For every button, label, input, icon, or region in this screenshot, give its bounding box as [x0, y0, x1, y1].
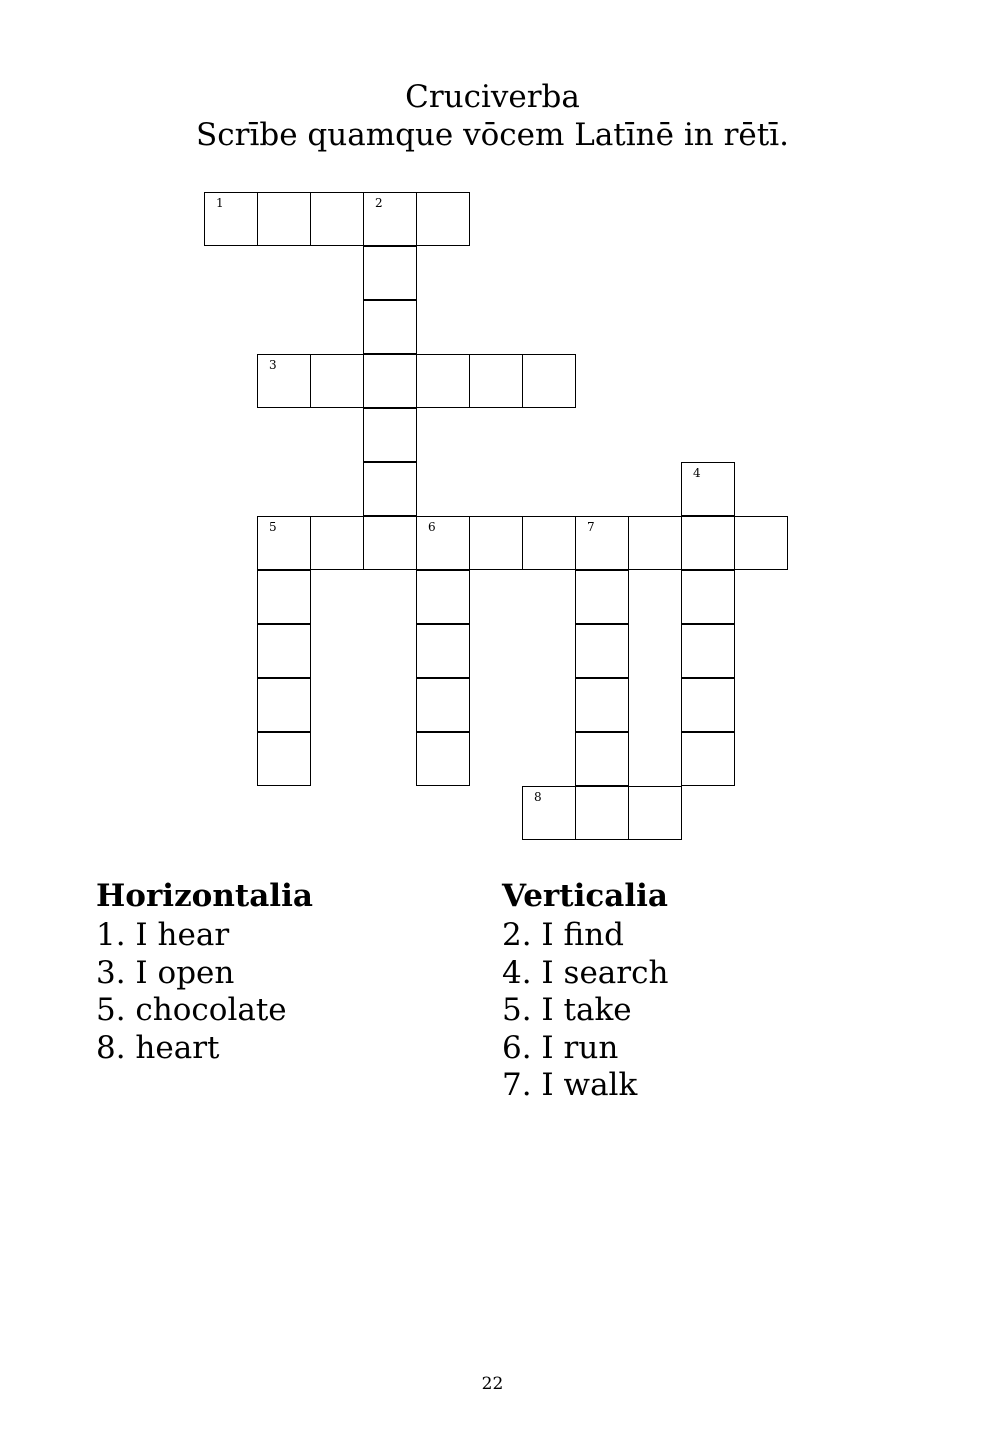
grid-cell[interactable] [681, 678, 735, 732]
grid-cell[interactable] [363, 192, 417, 246]
grid-cell[interactable] [363, 462, 417, 516]
grid-cell[interactable] [310, 192, 364, 246]
grid-cell[interactable] [575, 678, 629, 732]
grid-cell[interactable] [575, 732, 629, 786]
page-number: 22 [481, 1374, 504, 1394]
grid-cell[interactable] [416, 624, 470, 678]
grid-cell[interactable] [628, 786, 682, 840]
clue-number-6: 6 [428, 520, 436, 534]
grid-cell[interactable] [575, 570, 629, 624]
clue-number-5: 5 [269, 520, 277, 534]
clue-number-2: 2 [375, 196, 383, 210]
clue-down-2: 2. I find [502, 917, 625, 953]
grid-cell[interactable] [257, 192, 311, 246]
grid-cell[interactable] [416, 732, 470, 786]
clue-across-3: 3. I open [96, 954, 235, 991]
grid-cell[interactable] [469, 516, 523, 570]
clue-number-7: 7 [587, 520, 595, 534]
grid-cell[interactable] [257, 516, 311, 570]
clue-across-8: 8. heart [96, 1029, 220, 1066]
grid-cell[interactable] [204, 192, 258, 246]
grid-cell[interactable] [628, 516, 682, 570]
grid-cell[interactable] [681, 570, 735, 624]
instruction-text: Scrībe quamque vōcem Latīnē in rētī. [196, 117, 789, 153]
grid-cell[interactable] [257, 624, 311, 678]
clue-down-5: 5. I take [502, 992, 632, 1028]
grid-cell[interactable] [310, 354, 364, 408]
grid-cell[interactable] [681, 516, 735, 570]
clue-down-6: 6. I run [502, 1029, 619, 1066]
grid-cell[interactable] [734, 516, 788, 570]
grid-cell[interactable] [575, 624, 629, 678]
grid-cell[interactable] [522, 516, 576, 570]
grid-cell[interactable] [522, 354, 576, 408]
grid-cell[interactable] [681, 732, 735, 786]
clue-down-7: 7. I walk [502, 1067, 638, 1103]
grid-cell[interactable] [681, 624, 735, 678]
grid-cell[interactable] [257, 678, 311, 732]
grid-cell[interactable] [522, 786, 576, 840]
grid-cell[interactable] [310, 516, 364, 570]
grid-cell[interactable] [416, 570, 470, 624]
clue-down-4: 4. I search [502, 954, 669, 991]
page-title: Cruciverba [405, 79, 580, 115]
grid-cell[interactable] [363, 516, 417, 570]
grid-cell[interactable] [363, 354, 417, 408]
grid-cell[interactable] [416, 192, 470, 246]
clue-number-1: 1 [216, 196, 224, 210]
grid-cell[interactable] [575, 786, 629, 840]
grid-cell[interactable] [363, 246, 417, 300]
grid-cell[interactable] [416, 354, 470, 408]
grid-cell[interactable] [363, 408, 417, 462]
clue-across-5: 5. chocolate [96, 992, 287, 1028]
down-clues [502, 876, 668, 1105]
clue-number-3: 3 [269, 358, 277, 372]
grid-cell[interactable] [257, 732, 311, 786]
grid-cell[interactable] [575, 516, 629, 570]
across-clues [96, 876, 313, 1067]
grid-cell[interactable] [469, 354, 523, 408]
clue-number-4: 4 [693, 466, 701, 480]
grid-cell[interactable] [416, 678, 470, 732]
grid-cell[interactable] [257, 354, 311, 408]
down-heading: Verticalia [502, 878, 668, 914]
clue-across-1: 1. I hear [96, 917, 230, 953]
grid-cell[interactable] [257, 570, 311, 624]
grid-cell[interactable] [363, 300, 417, 354]
across-heading: Horizontalia [96, 878, 313, 914]
grid-cell[interactable] [681, 462, 735, 516]
grid-cell[interactable] [416, 516, 470, 570]
clue-number-8: 8 [534, 790, 542, 804]
